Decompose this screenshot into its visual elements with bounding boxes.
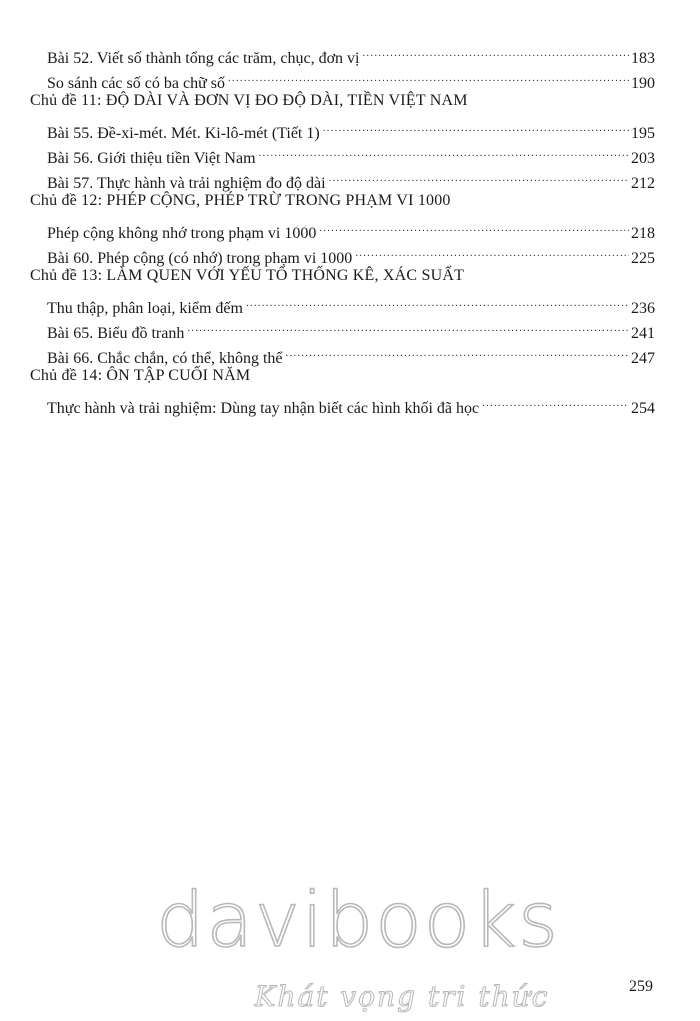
- dot-leader: [362, 38, 629, 63]
- toc-entry-title: Chủ đề 13: LÀM QUEN VỚI YẾU TỐ THỐNG KÊ, XÁC SUẤT: [30, 267, 465, 284]
- toc-entry-page: 203: [631, 150, 655, 167]
- toc-entry-title: Bài 57. Thực hành và trải nghiệm đo độ dài: [47, 175, 326, 192]
- toc-topic-heading: [30, 88, 655, 113]
- toc-entry-title: Bài 55. Đề-xi-mét. Mét. Ki-lô-mét (Tiết 1): [47, 125, 320, 142]
- toc-entry-page: 241: [631, 325, 655, 342]
- page-number: 259: [629, 978, 653, 995]
- toc-entry-title: Bài 56. Giới thiệu tiền Việt Nam: [47, 150, 256, 167]
- toc-entry: [30, 213, 655, 242]
- dot-leader: [246, 288, 629, 313]
- toc-entry-page: 236: [631, 300, 655, 317]
- dot-leader: [355, 238, 629, 263]
- toc-entry-title: Bài 65. Biểu đồ tranh: [47, 325, 185, 342]
- dot-leader: [259, 138, 629, 163]
- toc-entry-title: Thu thập, phân loại, kiểm đếm: [47, 300, 243, 317]
- toc-entry-title: Thực hành và trải nghiệm: Dùng tay nhận biết các hình khối đã học: [47, 400, 480, 417]
- toc-entry-title: Bài 60. Phép cộng (có nhớ) trong phạm vi 1000: [47, 250, 353, 267]
- toc-entry-title: Chủ đề 11: ĐỘ DÀI VÀ ĐƠN VỊ ĐO ĐỘ DÀI, TIỀN VIỆT NAM: [30, 92, 468, 109]
- toc-entry: [30, 388, 655, 417]
- table-of-contents: [30, 38, 655, 417]
- toc-entry-page: 254: [631, 400, 655, 417]
- watermark-slogan: Khát vọng tri thức: [254, 980, 550, 1013]
- toc-entry-title: Chủ đề 12: PHÉP CỘNG, PHÉP TRỪ TRONG PHẠM VI 1000: [30, 192, 451, 209]
- toc-topic-heading: [30, 188, 655, 213]
- toc-entry-page: 212: [631, 175, 655, 192]
- dot-leader: [323, 113, 629, 138]
- toc-topic-heading: [30, 263, 655, 288]
- dot-leader: [228, 63, 629, 88]
- toc-entry-title: So sánh các số có ba chữ số: [47, 75, 225, 92]
- toc-entry-page: 225: [631, 250, 655, 267]
- toc-entry-title: Chủ đề 14: ÔN TẬP CUỐI NĂM: [30, 367, 251, 384]
- watermark-logo: davibooks: [156, 875, 560, 964]
- toc-entry-page: 183: [631, 50, 655, 67]
- toc-entry-page: 190: [631, 75, 655, 92]
- toc-entry: [30, 38, 655, 67]
- toc-entry-title: Bài 52. Viết số thành tổng các trăm, chục, đơn vị: [47, 50, 360, 67]
- toc-entry-title: Phép cộng không nhớ trong phạm vi 1000: [47, 225, 317, 242]
- toc-entry: [30, 113, 655, 142]
- toc-entry-page: 247: [631, 350, 655, 367]
- toc-entry: [30, 288, 655, 317]
- dot-leader: [286, 338, 630, 363]
- dot-leader: [319, 213, 629, 238]
- toc-topic-heading: [30, 363, 655, 388]
- toc-entry-title: Bài 66. Chắc chắn, có thể, không thể: [47, 350, 283, 367]
- dot-leader: [482, 388, 629, 413]
- dot-leader: [329, 163, 629, 188]
- dot-leader: [187, 313, 629, 338]
- toc-entry-page: 195: [631, 125, 655, 142]
- toc-entry-page: 218: [631, 225, 655, 242]
